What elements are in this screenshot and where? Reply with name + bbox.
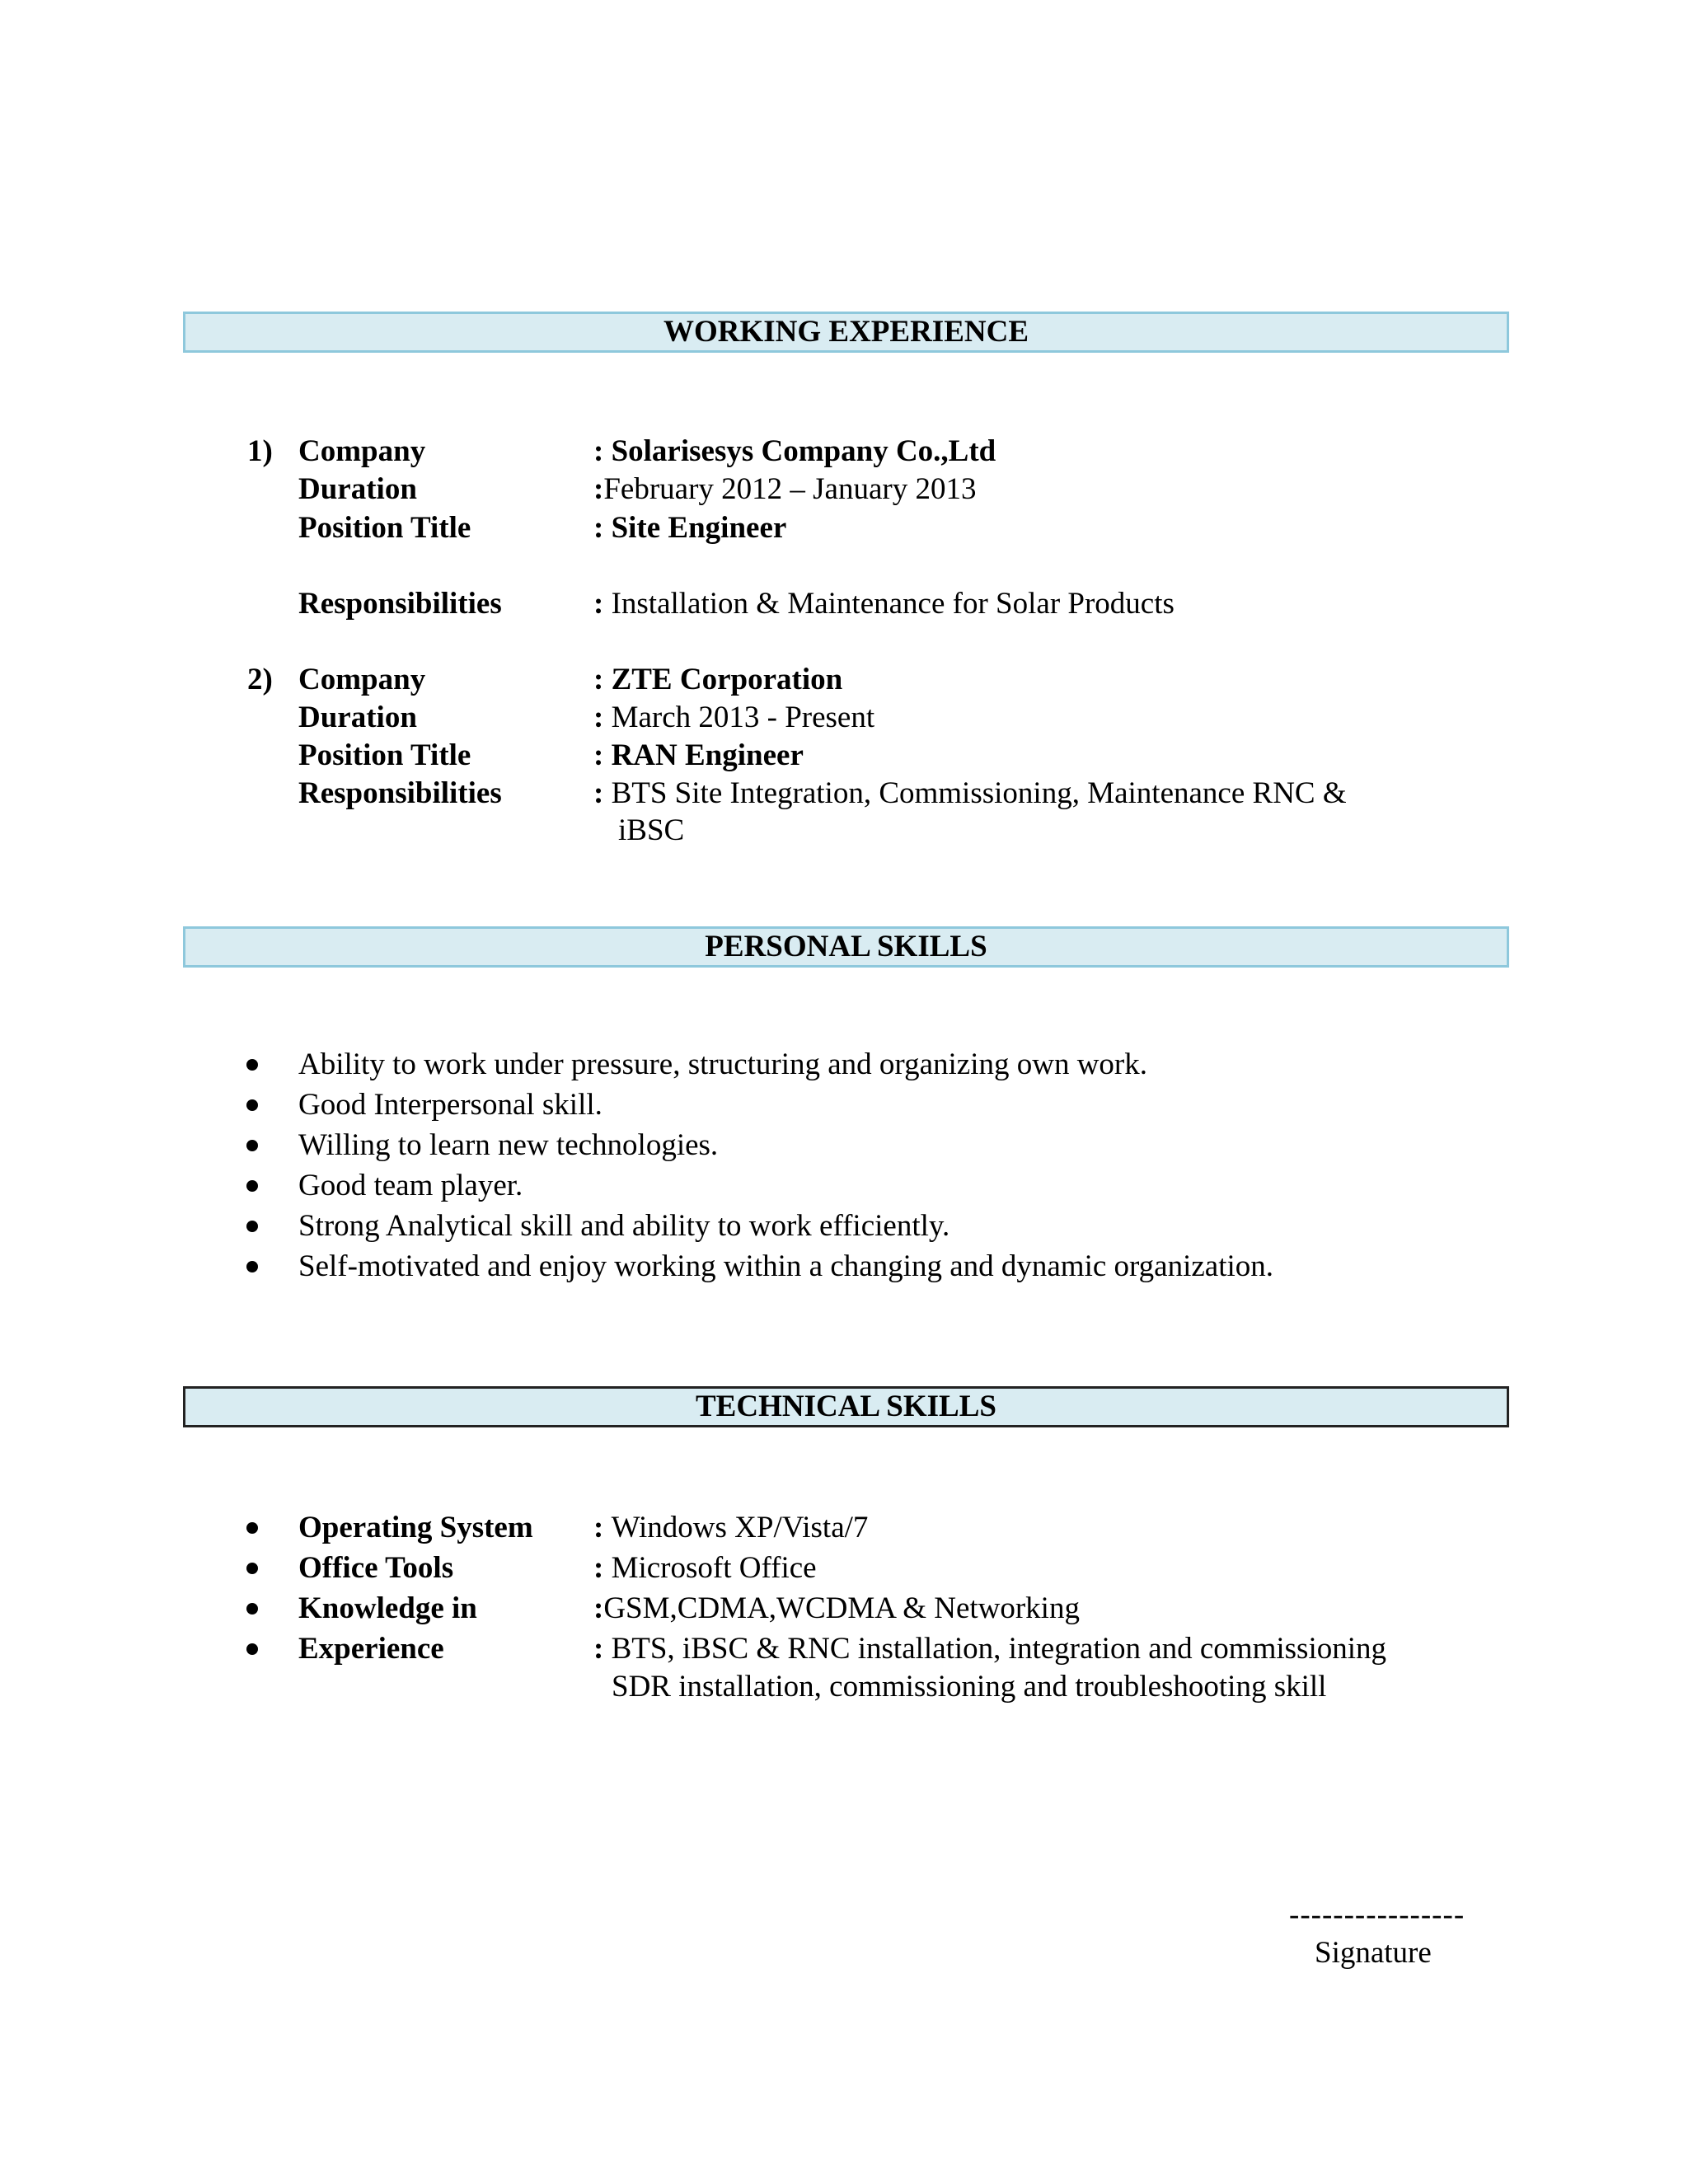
office-tools-value: : Microsoft Office xyxy=(593,1551,817,1585)
bullet-icon xyxy=(246,1140,258,1151)
bullet-icon xyxy=(246,1563,258,1574)
bullet-icon xyxy=(246,1643,258,1655)
office-tools-label: Office Tools xyxy=(298,1551,454,1585)
signature-line: ---------------- xyxy=(1289,1898,1465,1932)
position-title-label: Position Title xyxy=(298,738,471,772)
duration-label: Duration xyxy=(298,701,417,734)
personal-skill-item: Willing to learn new technologies. xyxy=(298,1128,719,1162)
personal-skill-item: Self-motivated and enjoy working within a changing and dynamic organization. xyxy=(298,1249,1274,1283)
personal-skill-item: Good Interpersonal skill. xyxy=(298,1088,603,1122)
company-label: Company xyxy=(298,663,426,696)
responsibilities-value-continued: iBSC xyxy=(618,813,685,847)
duration-value: :February 2012 – January 2013 xyxy=(593,472,977,506)
personal-skill-item: Strong Analytical skill and ability to work efficiently. xyxy=(298,1209,950,1243)
experience-value: : BTS, iBSC & RNC installation, integration and commissioning xyxy=(593,1632,1387,1666)
experience-label: Experience xyxy=(298,1632,444,1666)
duration-value: : March 2013 - Present xyxy=(593,701,875,734)
company-value: : Solarisesys Company Co.,Ltd xyxy=(593,434,996,468)
working-experience-title: WORKING EXPERIENCE xyxy=(663,315,1029,349)
bullet-icon xyxy=(246,1180,258,1192)
working-experience-header xyxy=(183,312,1509,353)
bullet-icon xyxy=(246,1099,258,1111)
personal-skills-header xyxy=(183,926,1509,968)
job-number: 1) xyxy=(247,434,273,468)
signature-label: Signature xyxy=(1315,1936,1432,1970)
responsibilities-label: Responsibilities xyxy=(298,776,502,810)
bullet-icon xyxy=(246,1221,258,1232)
bullet-icon xyxy=(246,1522,258,1534)
technical-skills-title: TECHNICAL SKILLS xyxy=(696,1390,996,1423)
experience-value-continued: SDR installation, commissioning and troubleshooting skill xyxy=(612,1670,1327,1704)
knowledge-in-label: Knowledge in xyxy=(298,1591,477,1625)
responsibilities-label: Responsibilities xyxy=(298,587,502,621)
personal-skill-item: Ability to work under pressure, structuring and organizing own work. xyxy=(298,1047,1147,1081)
knowledge-in-value: :GSM,CDMA,WCDMA & Networking xyxy=(593,1591,1080,1625)
personal-skill-item: Good team player. xyxy=(298,1169,523,1202)
duration-label: Duration xyxy=(298,472,417,506)
company-value: : ZTE Corporation xyxy=(593,663,843,696)
operating-system-value: : Windows XP/Vista/7 xyxy=(593,1511,869,1544)
responsibilities-value: : Installation & Maintenance for Solar Products xyxy=(593,587,1175,621)
bullet-icon xyxy=(246,1603,258,1615)
operating-system-label: Operating System xyxy=(298,1511,533,1544)
responsibilities-value: : BTS Site Integration, Commissioning, Maintenance RNC & xyxy=(593,776,1347,810)
position-title-value: : RAN Engineer xyxy=(593,738,804,772)
job-number: 2) xyxy=(247,663,273,696)
personal-skills-title: PERSONAL SKILLS xyxy=(705,930,987,963)
company-label: Company xyxy=(298,434,426,468)
position-title-label: Position Title xyxy=(298,511,471,545)
technical-skills-header xyxy=(183,1386,1509,1427)
bullet-icon xyxy=(246,1261,258,1272)
position-title-value: : Site Engineer xyxy=(593,511,787,545)
bullet-icon xyxy=(246,1059,258,1071)
